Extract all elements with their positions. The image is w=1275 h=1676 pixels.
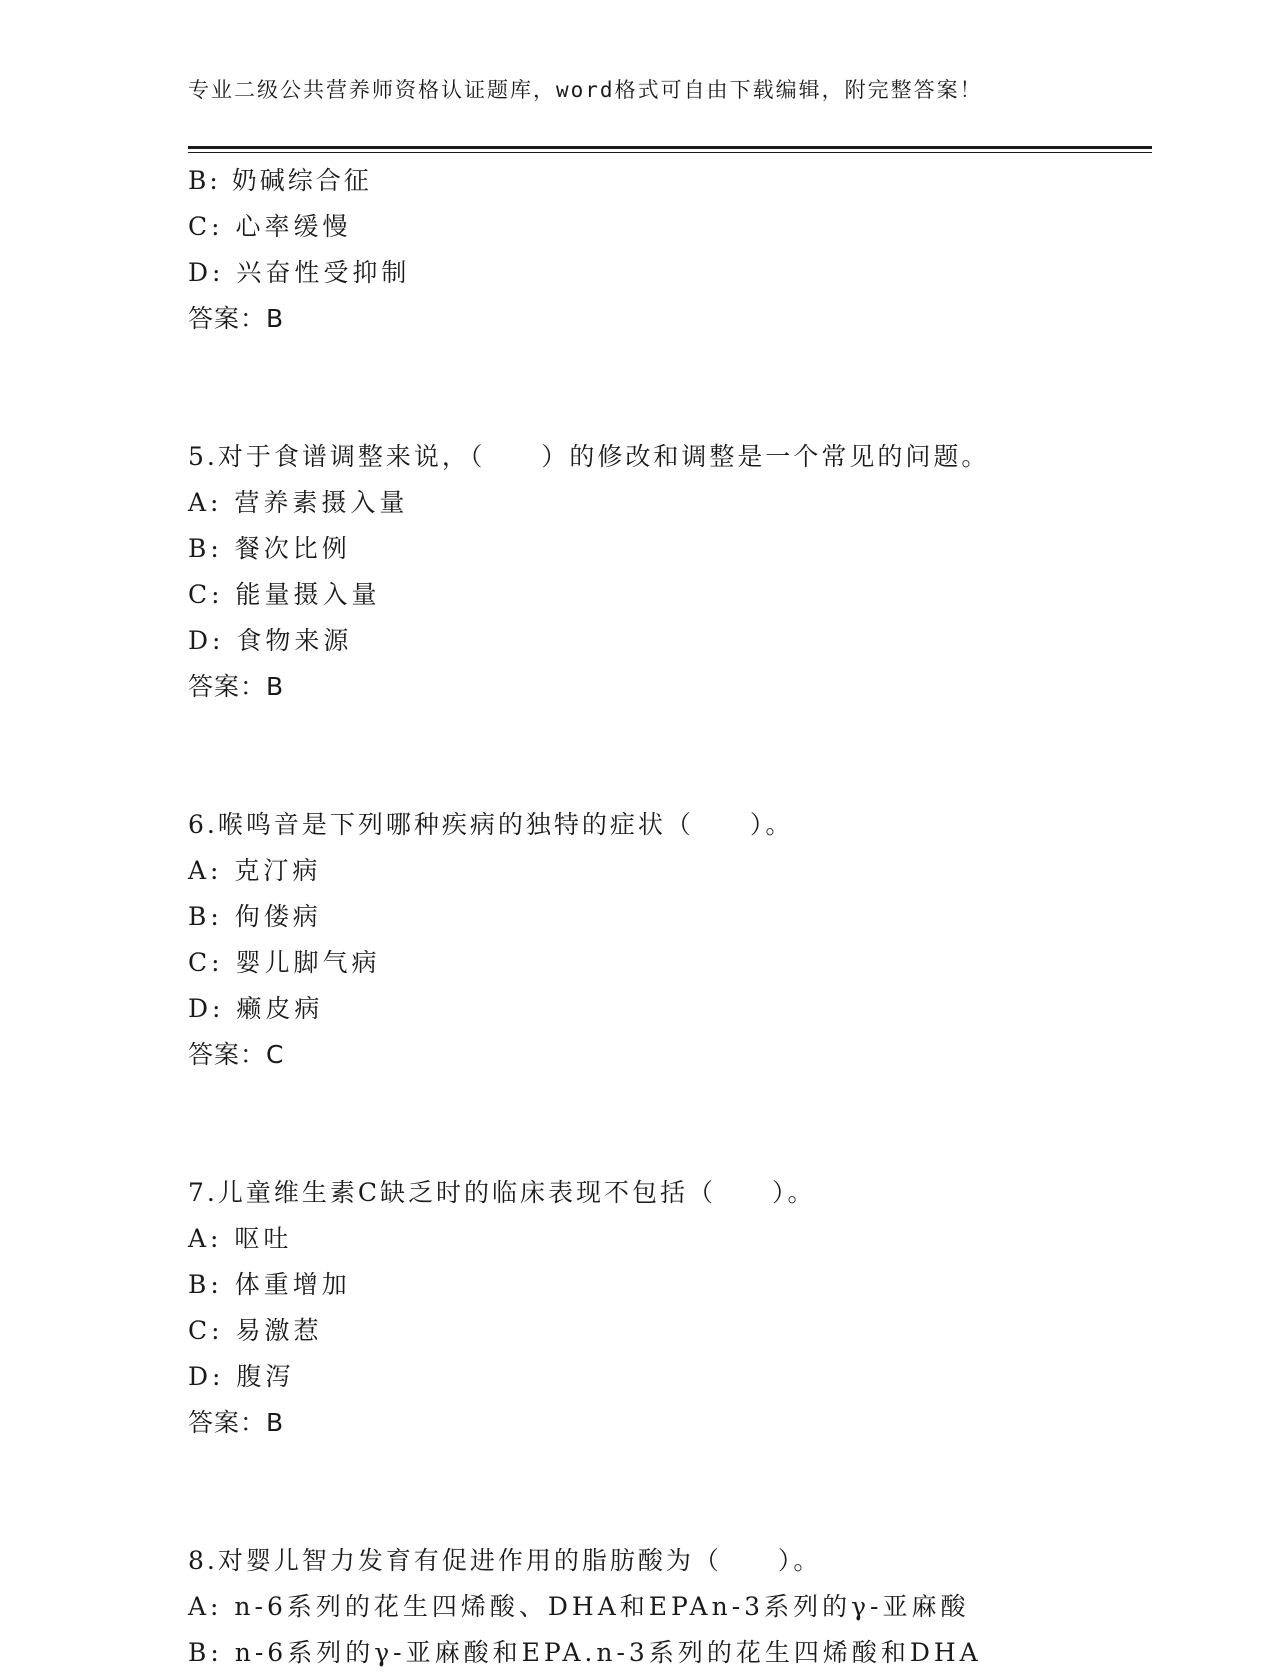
question-6	[188, 802, 1152, 1078]
spacer	[188, 1446, 1152, 1538]
question-stem: 7.儿童维生素C缺乏时的临床表现不包括（ ）。	[188, 1178, 816, 1207]
answer: 答案：B	[188, 1408, 285, 1437]
question-7	[188, 1170, 1152, 1446]
question-8	[188, 1538, 1152, 1676]
option-b: B: 餐次比例	[188, 534, 351, 563]
answer: 答案：C	[188, 1040, 285, 1069]
question-stem: 6.喉鸣音是下列哪种疾病的独特的症状（ ）。	[188, 810, 794, 839]
option-d: D: 癞皮病	[188, 994, 324, 1023]
question-4-continued	[188, 158, 1152, 342]
question-list	[188, 158, 1152, 1676]
option-a: A: 呕吐	[188, 1224, 293, 1253]
header-rule-thick	[188, 146, 1152, 149]
question-stem: 5.对于食谱调整来说，（ ）的修改和调整是一个常见的问题。	[188, 442, 990, 471]
spacer	[188, 1078, 1152, 1170]
option-a: A: 克汀病	[188, 856, 322, 885]
option-c: C: 心率缓慢	[188, 212, 352, 241]
option-d: D: 食物来源	[188, 626, 353, 655]
spacer	[188, 342, 1152, 434]
option-a: A: 营养素摄入量	[188, 488, 409, 517]
question-stem: 8.对婴儿智力发育有促进作用的脂肪酸为（ ）。	[188, 1546, 822, 1575]
page-header: 专业二级公共营养师资格认证题库，word格式可自由下载编辑，附完整答案！	[188, 78, 983, 102]
question-5	[188, 434, 1152, 710]
header-rule-thin	[188, 152, 1152, 153]
spacer	[188, 710, 1152, 802]
option-c: C: 能量摄入量	[188, 580, 381, 609]
option-d: D: 腹泻	[188, 1362, 295, 1391]
option-a: A: n-6系列的花生四烯酸、DHA和EPAn-3系列的γ-亚麻酸	[188, 1592, 970, 1621]
option-c: C: 婴儿脚气病	[188, 948, 381, 977]
option-b: B: 奶碱综合征	[188, 166, 372, 195]
option-b: B: n-6系列的γ-亚麻酸和EPA.n-3系列的花生四烯酸和DHA	[188, 1638, 982, 1667]
answer: 答案：B	[188, 304, 285, 333]
option-c: C: 易激惹	[188, 1316, 323, 1345]
option-b: B: 佝偻病	[188, 902, 322, 931]
option-b: B: 体重增加	[188, 1270, 351, 1299]
answer: 答案：B	[188, 672, 285, 701]
option-d: D: 兴奋性受抑制	[188, 258, 411, 287]
